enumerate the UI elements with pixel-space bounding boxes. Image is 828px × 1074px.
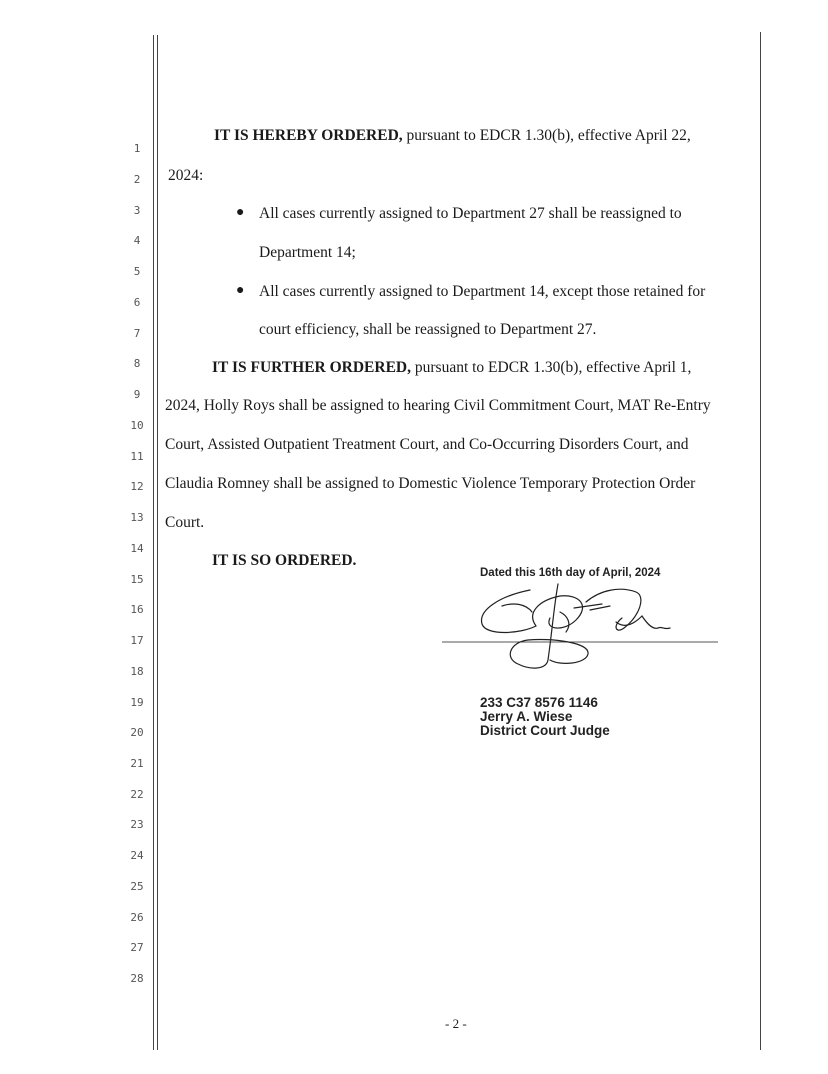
line-number: 16 — [130, 603, 144, 616]
line-number: 19 — [130, 696, 144, 709]
order-lead: IT IS HEREBY ORDERED, — [214, 127, 403, 144]
line-number: 14 — [130, 542, 144, 555]
bullet-text-line: Department 14; — [259, 244, 356, 261]
line-number: 2 — [133, 173, 141, 186]
judge-title: District Court Judge — [480, 723, 610, 738]
judge-name: Jerry A. Wiese — [480, 709, 573, 724]
line-number: 28 — [130, 972, 144, 985]
line-number: 13 — [130, 511, 144, 524]
line-number: 17 — [130, 634, 144, 647]
line-number: 8 — [133, 357, 141, 370]
bullet-dot: ● — [236, 205, 245, 220]
line-number: 24 — [130, 849, 144, 862]
line-number: 10 — [130, 419, 144, 432]
bullet-dot: ● — [236, 283, 245, 298]
order-text-line: 2024, Holly Roys shall be assigned to hearing Civil Commitment Court, MAT Re-Entry — [165, 397, 711, 414]
order-text: pursuant to EDCR 1.30(b), effective April 1, — [414, 359, 692, 376]
line-number: 23 — [130, 818, 144, 831]
order-text-line: Court. — [165, 514, 205, 531]
order-text-line: Court, Assisted Outpatient Treatment Court, and Co-Occurring Disorders Court, and — [165, 436, 689, 453]
line-number: 9 — [133, 388, 141, 401]
signature-image — [440, 582, 725, 674]
line-number: 26 — [130, 911, 144, 924]
signature-block — [480, 696, 610, 738]
line-number: 1 — [133, 142, 141, 155]
margin-rule-right — [760, 32, 761, 1050]
line-number: 6 — [133, 296, 141, 309]
line-number: 18 — [130, 665, 144, 678]
line-number: 11 — [130, 450, 144, 463]
order-paragraph-2 — [212, 359, 691, 377]
order-text-line: Claudia Romney shall be assigned to Domestic Violence Temporary Protection Order — [165, 475, 696, 492]
order-text: pursuant to EDCR 1.30(b), effective April 22, — [406, 127, 691, 144]
line-number: 25 — [130, 880, 144, 893]
line-number: 20 — [130, 726, 144, 739]
line-number: 12 — [130, 480, 144, 493]
margin-rule-left-1 — [153, 35, 154, 1050]
signature-date: Dated this 16th day of April, 2024 — [480, 567, 661, 579]
line-number: 4 — [133, 234, 141, 247]
line-number: 27 — [130, 941, 144, 954]
order-lead: IT IS FURTHER ORDERED, — [212, 359, 411, 376]
so-ordered-heading: IT IS SO ORDERED. — [212, 552, 357, 569]
page-number: - 2 - — [445, 1016, 467, 1031]
line-number: 3 — [133, 204, 141, 217]
bullet-text-line: court efficiency, shall be reassigned to Department 27. — [259, 321, 597, 338]
bullet-text-line: All cases currently assigned to Department 14, except those retained for — [259, 283, 706, 300]
line-number: 22 — [130, 788, 144, 801]
line-number: 7 — [133, 327, 141, 340]
margin-rule-left-2 — [157, 35, 158, 1050]
line-number: 21 — [130, 757, 144, 770]
order-continuation: 2024: — [168, 167, 204, 184]
line-number: 5 — [133, 265, 141, 278]
bullet-text-line: All cases currently assigned to Department 27 shall be reassigned to — [259, 205, 682, 222]
line-number: 15 — [130, 573, 144, 586]
signature-code: 233 C37 8576 1146 — [480, 695, 598, 710]
order-paragraph-1 — [214, 127, 691, 145]
